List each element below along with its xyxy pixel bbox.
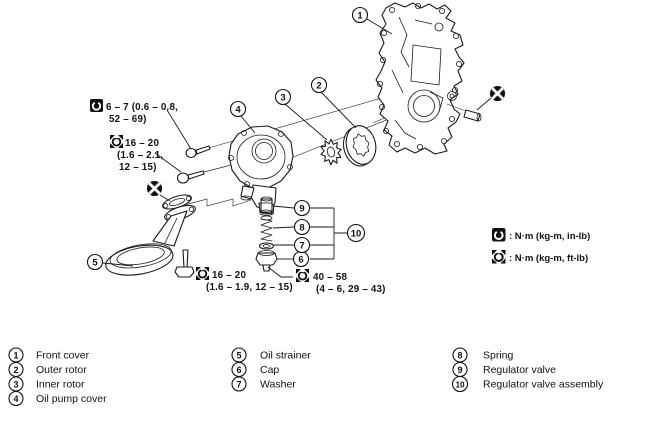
- svg-text:9: 9: [457, 364, 463, 375]
- callout-1: [353, 8, 368, 23]
- svg-text:9: 9: [299, 203, 305, 215]
- svg-text:(4 – 6, 29 – 43): (4 – 6, 29 – 43): [316, 284, 386, 295]
- sealant-mark-icon-2: [147, 181, 162, 196]
- svg-text:3: 3: [13, 379, 19, 390]
- spring-drawing: [261, 216, 272, 241]
- torque-spec-front-cover-bolt: [110, 135, 163, 173]
- svg-text:Oil pump cover: Oil pump cover: [36, 393, 107, 406]
- svg-text:6: 6: [298, 254, 304, 266]
- legend-item-washer: [232, 377, 296, 391]
- callout-5: [88, 255, 103, 270]
- svg-text:: N·m (kg-m, ft-lb): : N·m (kg-m, ft-lb): [509, 253, 589, 264]
- legend-item-inner-rotor: [9, 377, 85, 391]
- svg-text:Cap: Cap: [260, 364, 280, 377]
- legend-item-oil-strainer: [232, 348, 311, 362]
- callout-7: [295, 238, 310, 253]
- legend-item-regulator-valve-assembly: [453, 377, 604, 392]
- parts-legend: [9, 348, 604, 406]
- svg-text:3: 3: [280, 92, 286, 104]
- torque-spec-oil-strainer-bolt: [196, 267, 293, 293]
- legend-item-oil-pump-cover: [9, 392, 107, 406]
- callout-8: [295, 220, 310, 235]
- svg-text:10: 10: [350, 228, 362, 240]
- callout-2: [312, 78, 327, 93]
- torque-inlb-icon: [90, 99, 103, 112]
- legend-item-cap: [232, 363, 279, 377]
- svg-text:52 – 69): 52 – 69): [109, 114, 147, 125]
- svg-text:7: 7: [236, 379, 242, 390]
- torque-inlb-icon: [492, 228, 506, 242]
- svg-text:(1.6 – 1.9, 12 – 15): (1.6 – 1.9, 12 – 15): [206, 282, 293, 293]
- svg-text:2: 2: [316, 80, 322, 92]
- legend-item-regulator-valve: [453, 363, 556, 377]
- svg-text:Regulator valve assembly: Regulator valve assembly: [483, 378, 604, 391]
- inner-rotor-drawing: [318, 137, 344, 166]
- svg-text:1: 1: [13, 350, 19, 361]
- svg-text:Inner rotor: Inner rotor: [36, 378, 85, 391]
- legend-item-front-cover: [9, 348, 90, 362]
- torque-spec-regulator-cap: [296, 269, 386, 295]
- svg-text:16 – 20: 16 – 20: [125, 138, 160, 149]
- svg-text:10: 10: [455, 380, 465, 390]
- torque-ftlb-icon: [492, 250, 506, 264]
- svg-text:4: 4: [13, 393, 19, 404]
- callout-10: [348, 225, 365, 242]
- svg-text:6 – 7 (0.6 – 0.8,: 6 – 7 (0.6 – 0.8,: [106, 102, 179, 113]
- svg-text:1: 1: [357, 10, 363, 22]
- front-cover-drawing: [376, 3, 464, 154]
- callout-4: [231, 102, 246, 117]
- svg-text:40 – 58: 40 – 58: [313, 272, 348, 283]
- sealant-mark-icon: [490, 86, 505, 101]
- oil-strainer-bolt-drawing: [175, 250, 194, 277]
- outer-rotor-drawing: [339, 123, 380, 170]
- legend-item-outer-rotor: [9, 363, 87, 377]
- washer-drawing: [260, 243, 274, 249]
- svg-text:Front cover: Front cover: [36, 349, 90, 362]
- svg-text:6: 6: [236, 364, 242, 375]
- callout-3: [276, 90, 291, 105]
- svg-text:: N·m (kg-m, in-lb): : N·m (kg-m, in-lb): [509, 231, 591, 242]
- svg-text:5: 5: [92, 257, 98, 269]
- sealant-mark-leader-2: [160, 195, 170, 201]
- svg-text:12 – 15): 12 – 15): [119, 162, 157, 173]
- torque-spec-front-cover-small-bolt: [90, 99, 178, 125]
- cap-drawing: [256, 251, 277, 272]
- legend-item-spring: [453, 348, 514, 362]
- svg-text:Washer: Washer: [260, 378, 296, 391]
- torque-ftlb-icon: [110, 135, 123, 148]
- torque-symbol-legend: [492, 228, 590, 264]
- svg-text:7: 7: [299, 240, 305, 252]
- front-cover-bolt-drawing: [178, 171, 205, 183]
- svg-text:8: 8: [457, 350, 463, 361]
- front-cover-small-bolt-drawing: [186, 146, 210, 158]
- sealant-mark-leader: [477, 98, 491, 110]
- svg-text:Outer rotor: Outer rotor: [36, 364, 87, 377]
- callout-6: [294, 252, 309, 267]
- torque-ftlb-icon: [196, 267, 209, 280]
- svg-text:(1.6 – 2.1,: (1.6 – 2.1,: [117, 150, 164, 161]
- regulator-valve-drawing: [261, 197, 272, 214]
- svg-text:Spring: Spring: [483, 349, 514, 362]
- svg-text:5: 5: [236, 350, 242, 361]
- svg-text:4: 4: [235, 104, 241, 116]
- torque-ftlb-icon: [296, 269, 309, 282]
- svg-text:2: 2: [13, 364, 19, 375]
- svg-text:8: 8: [299, 222, 305, 234]
- svg-text:Oil strainer: Oil strainer: [260, 349, 311, 362]
- svg-text:16 – 20: 16 – 20: [212, 270, 247, 281]
- svg-text:Regulator valve: Regulator valve: [483, 364, 556, 377]
- callout-9: [295, 201, 310, 216]
